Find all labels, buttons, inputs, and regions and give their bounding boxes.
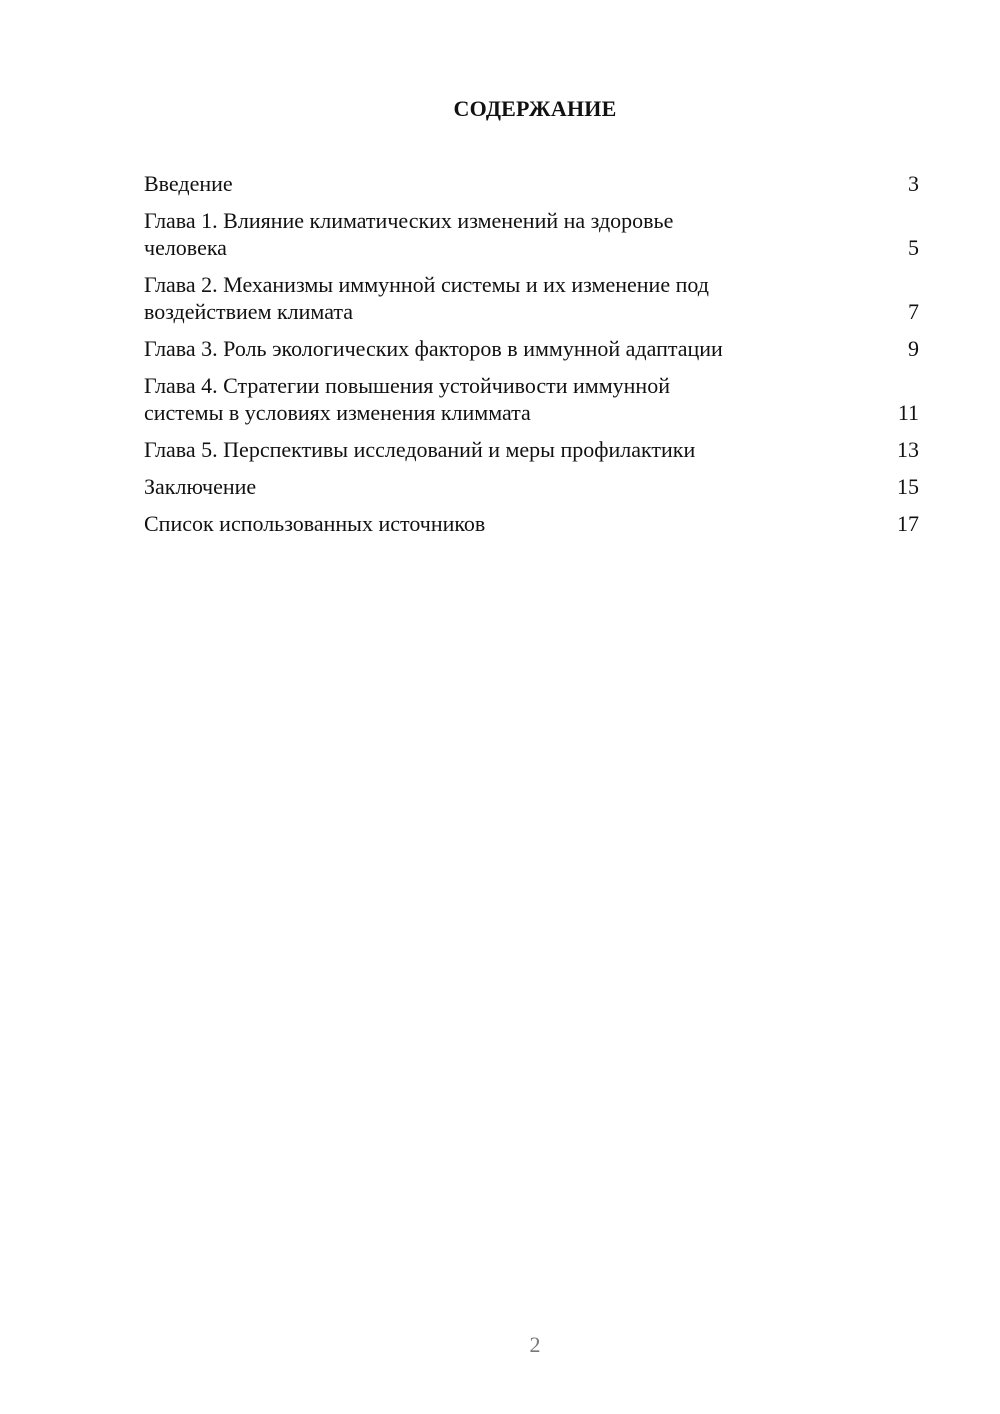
toc-entry-chapter-4[interactable] (144, 372, 919, 426)
toc-entry-chapter-2[interactable] (144, 271, 919, 325)
toc-entry-page: 11 (897, 400, 919, 425)
toc-entry-references[interactable] (144, 510, 919, 537)
toc-entry-page: 7 (908, 299, 919, 324)
toc-entry-chapter-1[interactable] (144, 207, 919, 261)
toc-entry-page: 13 (897, 437, 919, 462)
toc-entry-conclusion[interactable] (144, 473, 919, 500)
toc-entry-text: Глава 5. Перспективы исследований и меры профилактики (144, 437, 696, 462)
toc-entry-chapter-5[interactable] (144, 436, 919, 463)
toc-entry-page: 17 (897, 511, 919, 536)
toc-title: СОДЕРЖАНИЕ (453, 96, 617, 121)
page-number: 2 (529, 1332, 541, 1357)
toc-entry-text: Список использованных источников (144, 511, 486, 536)
toc-entry-text: Заключение (144, 474, 257, 499)
toc-entry-text: Глава 3. Роль экологических факторов в иммунной адаптации (144, 336, 723, 361)
toc-entry-page: 5 (908, 235, 919, 260)
toc-list (144, 170, 919, 547)
toc-entry-page: 3 (908, 171, 919, 196)
toc-entry-introduction[interactable] (144, 170, 919, 197)
toc-entry-page: 9 (908, 336, 919, 361)
toc-entry-text: Глава 2. Механизмы иммунной системы и их изменение под воздействием климата (144, 272, 709, 324)
toc-entry-text: Глава 1. Влияние климатических изменений на здоровье человека (144, 208, 674, 260)
toc-entry-chapter-3[interactable] (144, 335, 919, 362)
toc-entry-page: 15 (897, 474, 919, 499)
toc-entry-text: Введение (144, 171, 233, 196)
toc-entry-text: Глава 4. Стратегии повышения устойчивости иммунной системы в условиях изменения климмата (144, 373, 670, 425)
